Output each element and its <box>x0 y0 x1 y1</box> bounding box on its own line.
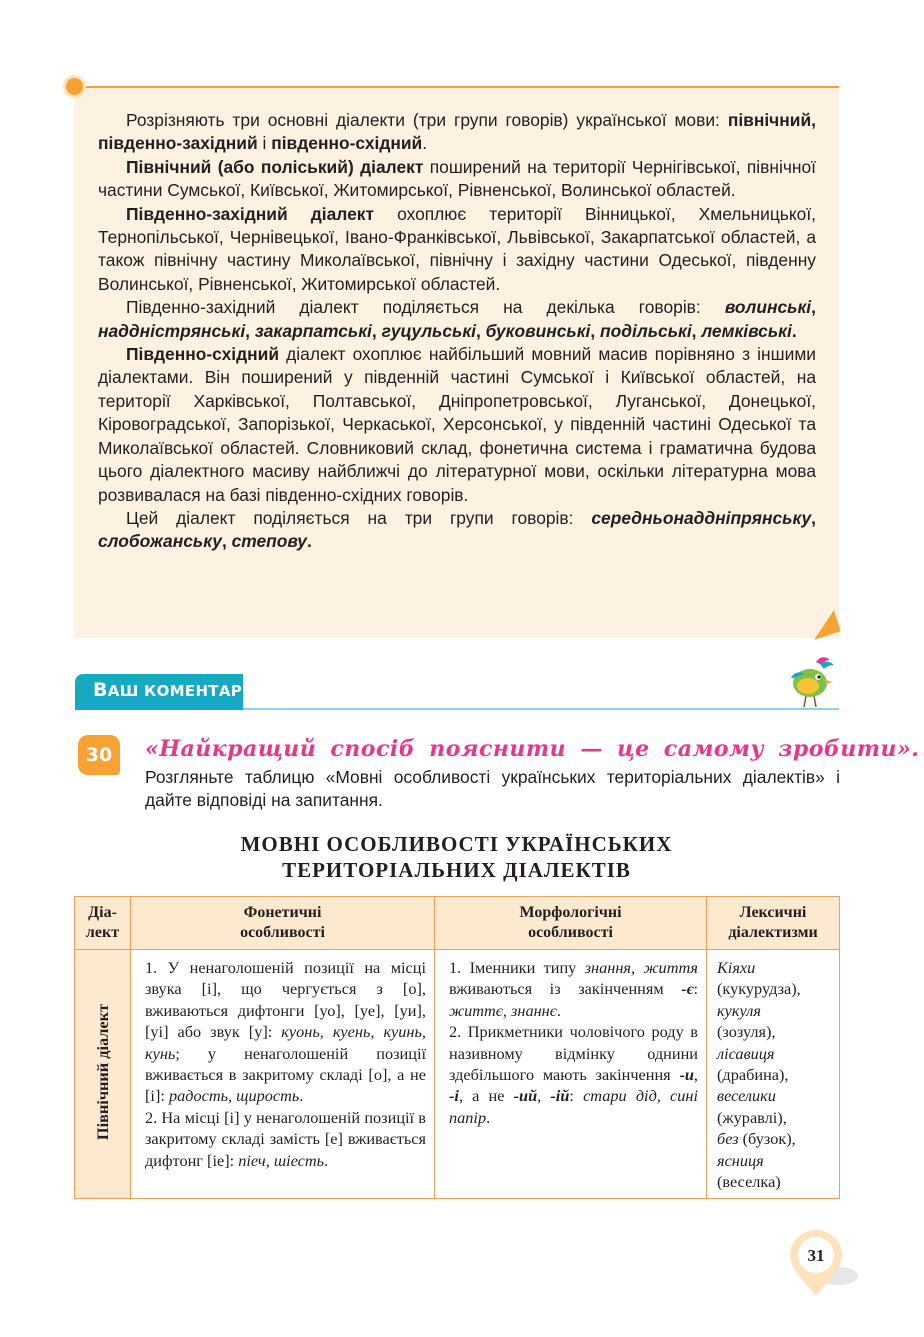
sw-group: волинські <box>724 297 812 318</box>
se-group: степову <box>231 531 307 552</box>
info-text <box>98 109 816 554</box>
header-lexical: Лексичні діалектизми <box>707 897 840 950</box>
se-group: середньонаддніпрянську <box>591 507 812 528</box>
info-box-dot-icon <box>66 78 83 95</box>
table-title: МОВНІ ОСОБЛИВОСТІ УКРАЇНСЬКИХ ТЕРИТОРІАЛЬНИХ ДІАЛЕКТІВ <box>240 832 673 882</box>
header-morphological: Морфологічні особливості <box>435 897 707 950</box>
info-box <box>74 86 839 638</box>
header-phonetic: Фонетичні особливості <box>131 897 435 950</box>
banner-label: ВАШ КОМЕНТАР <box>93 679 243 701</box>
phonetic-cell <box>131 950 435 1199</box>
table-row <box>75 950 840 1199</box>
sw-group: подільські <box>600 320 692 341</box>
lexical-item: кукуля <box>717 1000 761 1020</box>
page-corner-icon <box>807 610 840 640</box>
paragraph-2: Північний (або поліський) діалект поширений на території Чернігівської, північної частини Сумської, Київської, Житомирської, Рівненської, Волинської областей. <box>98 156 817 201</box>
morph-item-2: 2. Прикметники чоловічого роду в називному відмінку однини здебільшого мають закінчення -и, -і, а не -ий, -ій: стари дід, сині папір. <box>449 1022 698 1127</box>
morph-item-1: 1. Іменники типу знання, життя вживаються із закінченням -є: життє, знаннє. <box>449 958 698 1020</box>
paragraph-6: Цей діалект поділяється на три групи говорів: середньонаддніпрянську, слобожанську, степову. <box>98 507 816 552</box>
info-box-top-line <box>78 86 839 88</box>
lexical-cell: Кіяхи (кукурудза), кукуля (зозуля), лісавиця (драбина), веселики (журавлі), без (бузок), ясниця (веселка) <box>707 950 840 1199</box>
task-quote: «Найкращий спосіб пояснити — це самому зробити». <box>145 736 920 762</box>
lexical-item: лісавиця <box>717 1043 775 1063</box>
morphological-cell <box>435 950 707 1199</box>
sw-group: гуцульські <box>381 320 476 341</box>
page-number: 31 <box>807 1246 825 1265</box>
table-header-row <box>75 897 840 950</box>
task-text: Розгляньте таблицю «Мовні особливості українських територіальних діалектів» і дайте відповіді на запитання. <box>145 767 840 811</box>
paragraph-5: Південно-східний діалект охоплює найбільший мовний масив порівняно з іншими діалектами. Він поширений у південній частині Сумської і Київської областей, на території Харківської, Полтавської, Дніпропетровської, Луганської, Донецької, Кіровоградської, Запорізької, Черкаської, Херсонської, у південній частині Одеської та Миколаївської областей. Словниковий склад, фонетична система і граматична будова цього діалектного масиву найближчі до літературної мови, оскільки літературна мова розвивалася на базі південно-східних говорів. <box>98 344 816 505</box>
phonetic-item-1: 1. У ненаголошеній позиції на місці звука [і], що чергується з [о], вживаються дифтонги [уо], [уе], [уи], [уі] або звук [у]: куонь, куень, куинь, кунь; у ненаголошеній позиції вживається в закритому складі [о], а не [і]: радость, щирость. <box>145 958 426 1106</box>
lexical-item: ясниця <box>717 1150 764 1170</box>
paragraph-3: Південно-західний діалект охоплює території Вінницької, Хмельницької, Тернопільської, Чернівецької, Івано-Франківської, Львівської, Закарпатської областей, а також північну частину Миколаївської, північну і західну частини Одеської, південну Волинської, Рівненської, Житомирської областей. <box>98 203 816 294</box>
task-number-badge: 30 <box>78 735 120 775</box>
dialect-cell <box>75 950 131 1199</box>
bird-icon <box>786 654 838 708</box>
dialects-table <box>74 896 840 1199</box>
dialect-name: Північний діалект <box>92 1003 112 1140</box>
lexical-item: веселики <box>717 1086 776 1106</box>
paragraph-4: Південно-західний діалект поділяється на декілька говорів: волинські, наддністрянські, закарпатські, гуцульські, буковинські, подільські, лемківські. <box>98 297 816 341</box>
lexical-item: Кіяхи <box>717 958 756 977</box>
lexical-item: без (бузок), <box>717 1129 796 1149</box>
page-number-pin-icon <box>790 1226 860 1298</box>
sw-group: лемківські <box>701 320 792 341</box>
sw-group: буковинські <box>485 320 591 341</box>
sw-group: наддністрянські <box>98 320 246 341</box>
phonetic-item-2: 2. На місці [і] у ненаголошеній позиції в закритому складі замість [е] вживається дифтонг [іе]: піеч, шіесть. <box>145 1107 426 1170</box>
paragraph-1: Розрізняють три основні діалекти (три групи говорів) української мови: північний, південно-західний і південно-східний. <box>98 110 816 154</box>
sw-group: закарпатські <box>254 320 372 341</box>
header-dialect: Діа- лект <box>75 897 131 950</box>
comment-banner <box>75 674 243 710</box>
se-group: слобожанську <box>98 531 222 552</box>
